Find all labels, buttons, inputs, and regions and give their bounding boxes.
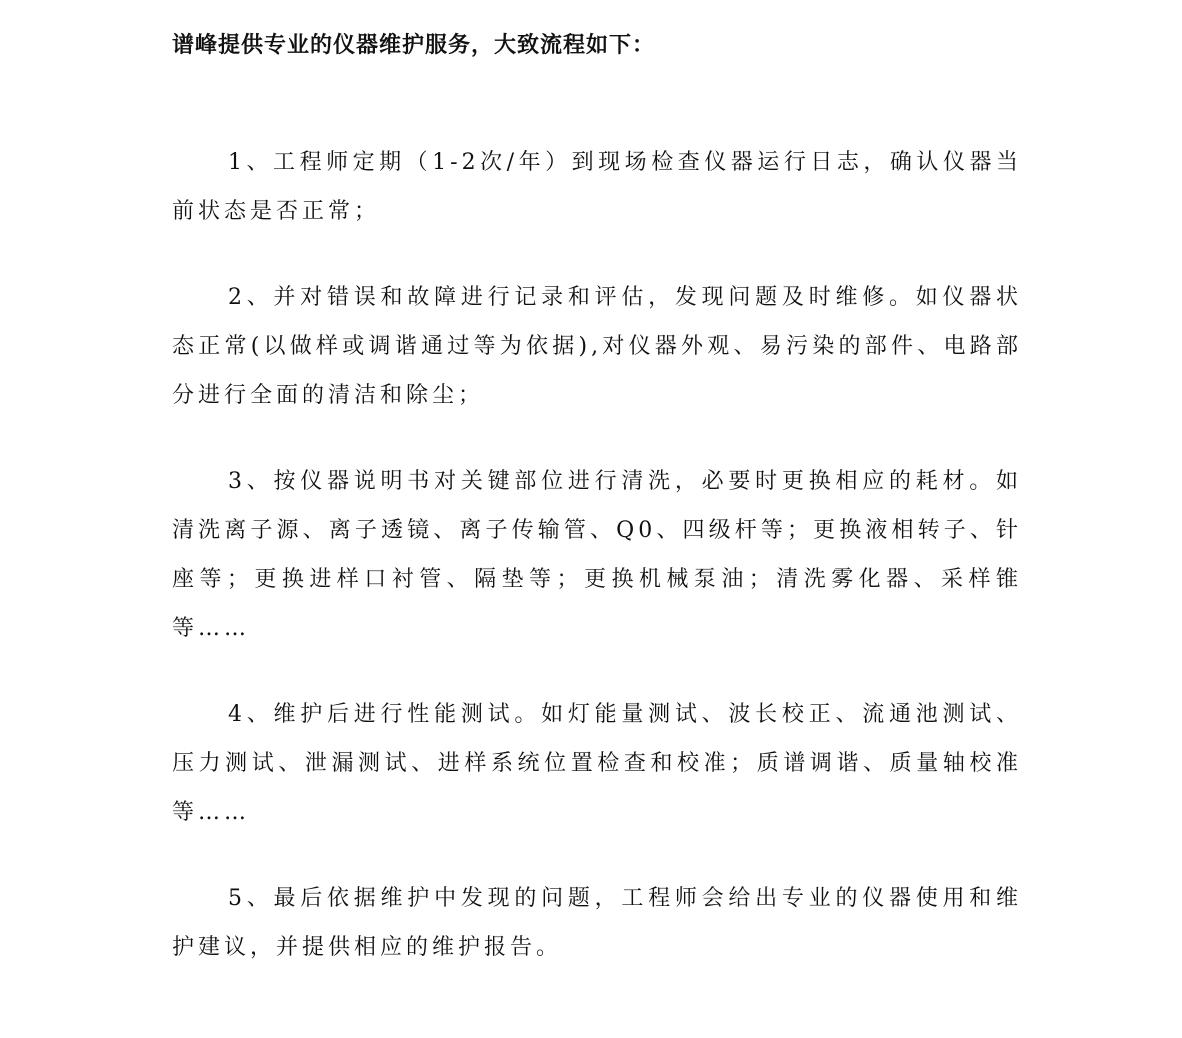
paragraph-step-2: 2、并对错误和故障进行记录和评估，发现问题及时维修。如仪器状态正常(以做样或调谐通过等为依据),对仪器外观、易污染的部件、电路部分进行全面的清洁和除尘； (172, 285, 1022, 408)
paragraph-step-1: 1、工程师定期（1-2次/年）到现场检查仪器运行日志，确认仪器当前状态是否正常； (172, 150, 1022, 224)
document-heading: 谱峰提供专业的仪器维护服务，大致流程如下： (172, 33, 656, 58)
document-body (172, 22, 1022, 972)
paragraph-step-5: 5、最后依据维护中发现的问题，工程师会给出专业的仪器使用和维护建议，并提供相应的维护报告。 (172, 886, 1022, 960)
paragraph-step-4: 4、维护后进行性能测试。如灯能量测试、波长校正、流通池测试、压力测试、泄漏测试、进样系统位置检查和校准；质谱调谐、质量轴校准等…… (172, 702, 1022, 825)
paragraph-step-3: 3、按仪器说明书对关键部位进行清洗，必要时更换相应的耗材。如清洗离子源、离子透镜、离子传输管、Q0、四级杆等；更换液相转子、针座等；更换进样口衬管、隔垫等；更换机械泵油；清洗雾化器、采样锥等…… (172, 469, 1022, 641)
